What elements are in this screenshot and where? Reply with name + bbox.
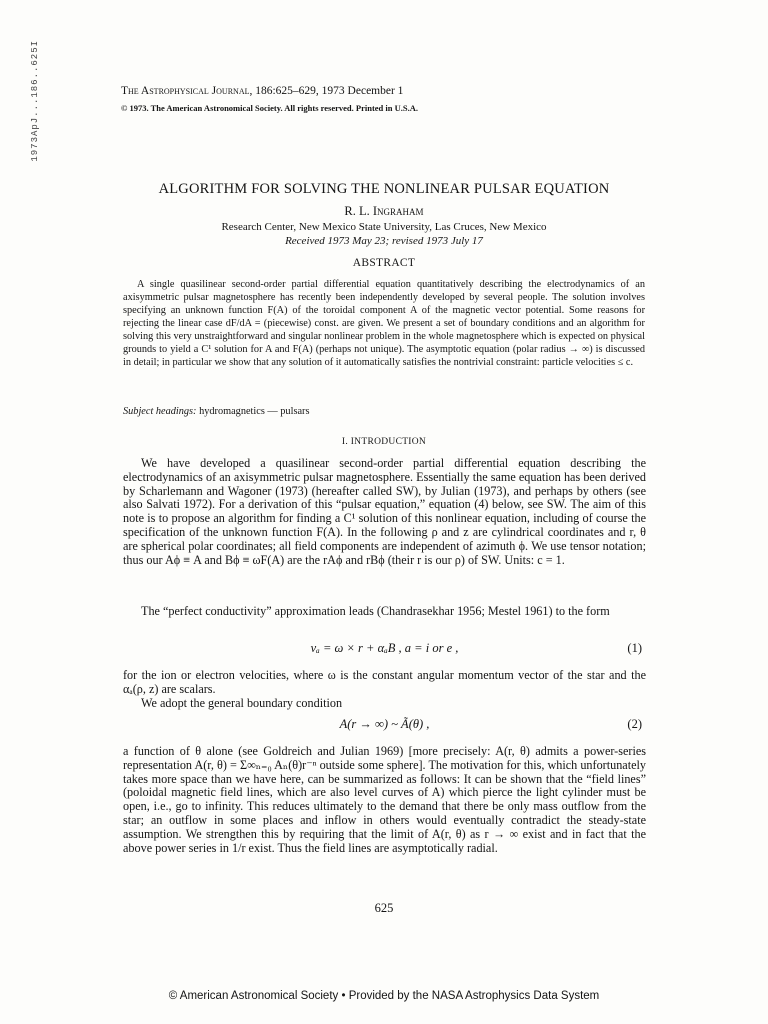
author-affiliation: Research Center, New Mexico State University, Las Cruces, New Mexico — [221, 221, 547, 233]
equation-1 — [123, 641, 646, 657]
page-number: 625 — [374, 901, 394, 915]
equation-1-number: (1) — [627, 641, 642, 655]
subject-headings — [123, 405, 309, 418]
equation-2 — [123, 717, 646, 733]
body-paragraph — [123, 457, 646, 567]
journal-citation — [121, 84, 641, 98]
equation-2-number: (2) — [627, 717, 642, 731]
body-paragraph — [123, 745, 646, 855]
body-paragraph — [123, 605, 646, 619]
section-heading: I. INTRODUCTION — [341, 437, 427, 447]
title-block — [111, 180, 657, 270]
abstract-heading: ABSTRACT — [352, 257, 416, 269]
subject-headings-value: hydromagnetics — pulsars — [196, 406, 310, 417]
equation-1-text: vₐ = ω × r + αₐB , a = i or e , — [310, 641, 459, 655]
ads-footer: © American Astronomical Society • Provided by the NASA Astrophysics Data System — [168, 990, 600, 1002]
received-dates: Received 1973 May 23; revised 1973 July 17 — [285, 235, 483, 247]
paragraph-text: for the ion or electron velocities, where ω is the constant angular momentum vector of the star and the αₐ(ρ, z) are scalars. — [123, 668, 646, 696]
copyright-notice: © 1973. The American Astronomical Society. All rights reserved. Printed in U.S.A. — [121, 103, 418, 113]
author-name: R. L. Ingraham — [344, 204, 424, 218]
paragraph-text: a function of θ alone (see Goldreich and Julian 1969) [more precisely: A(r, θ) admits a power-series representation A(r, θ) = Σ∞ₙ₌₀ Aₙ(θ)r⁻ⁿ outside some sphere]. The motivation for this, which unfortunately takes more space than we have here, can be summarized as follows: It can be shown that the “field lines” (poloidal magnetic field lines, which are also level curves of A) which pierce the light cylinder must be open, i.e., go to infinity. This reduces ultimately to the demand that there be only mass outflow from the star; an outflow in some places and inflow in others would eventually contradict the steady-state assumption. We strengthen this by requiring that the limit of A(r, θ) as r → ∞ exist and in fact that the above power series in 1/r exist. Thus the field lines are asymptotically radial. — [123, 744, 646, 855]
equation-2-text: A(r → ∞) ~ Ã(θ) , — [339, 717, 430, 731]
paragraph-text: We have developed a quasilinear second-order partial differential equation describing the electrodynamics of an axisymmetric pulsar magnetosphere. Essentially the same equation has been derived by Scharlemann and Wagoner (1973) (hereafter called SW), by Julian (1973), and perhaps by others (see also Salvati 1972). For a derivation of this “pulsar equation,” equation (4) below, see SW. The aim of this note is to propose an algorithm for finding a C¹ solution of this nonlinear equation, including of course the specification of the unknown function F(A). In the following ρ and z are cylindrical coordinates and r, θ are spherical polar coordinates; all field components are independent of azimuth ϕ. We use tensor notation; thus our Aϕ ≡ A and Bϕ ≡ ωF(A) are the rAϕ and rBϕ (their r is our ρ) of SW. Units: c = 1. — [123, 456, 646, 567]
paper-title: ALGORITHM FOR SOLVING THE NONLINEAR PULSAR EQUATION — [158, 181, 610, 197]
bibcode-stamp: 1973ApJ...186..625I — [30, 40, 40, 162]
journal-name: The Astrophysical Journal, — [121, 85, 253, 97]
subject-headings-label: Subject headings: — [123, 406, 197, 417]
citation-details: 186:625–629, 1973 December 1 — [252, 85, 404, 97]
abstract-text: A single quasilinear second-order partial differential equation quantitatively describing the electrodynamics of an axisymmetric pulsar magnetosphere has recently been independently developed by several people. The solution involves specifying an unknown function F(A) of the toroidal component A of the magnetic vector potential. Some reasons for rejecting the linear case dF/dA = (piecewise) const. are given. We present a set of boundary conditions and an algorithm for solving this very unstraightforward and singular nonlinear problem in the whole magnetosphere which is expected on physical grounds to yield a C¹ solution for A and F(A) (perhaps not unique). The asymptotic equation (polar radius → ∞) is discussed in detail; in particular we show that any solution of it automatically satisfies the nontrivial constraint: particle velocities ≤ c. — [123, 279, 645, 368]
paragraph-text: We adopt the general boundary condition — [141, 695, 343, 710]
abstract — [123, 278, 645, 369]
paragraph-text: The “perfect conductivity” approximation leads (Chandrasekhar 1956; Mestel 1961) to the form — [141, 604, 610, 618]
journal-header — [121, 84, 641, 114]
body-paragraph — [123, 669, 646, 710]
